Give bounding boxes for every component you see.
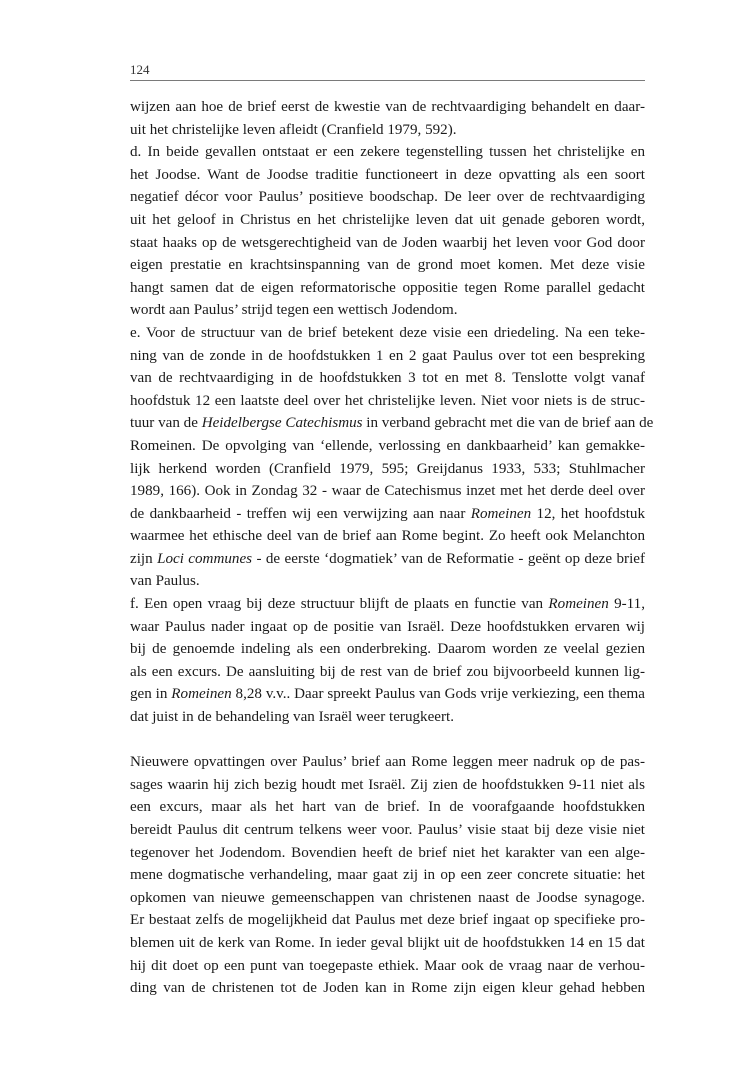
text-line — [130, 683, 645, 706]
text-line — [130, 842, 645, 865]
text-run: e. Voor de structuur van de brief betekent deze visie een driedeling. Na een teke- — [130, 324, 645, 341]
text-run: negatief décor voor Paulus’ positieve boodschap. De leer over de rechtvaardiging — [130, 189, 645, 206]
text-run: Romeinen. De opvolging van ‘ellende, verlossing en dankbaarheid’ kan gemakke- — [130, 437, 645, 454]
text-run: eigen prestatie en krachtsinspanning van de grond moet komen. Met deze visie — [130, 257, 645, 274]
text-line — [130, 774, 645, 797]
paragraph-p-new — [130, 751, 645, 1000]
text-line — [130, 367, 645, 390]
text-run: van Paulus. — [130, 573, 200, 590]
text-line — [130, 458, 645, 481]
text-line — [130, 254, 645, 277]
text-run: waar Paulus nader ingaat op de positie van Israël. Deze hoofdstukken ervaren wij — [130, 618, 645, 635]
text-run: de dankbaarheid - treffen wij een verwijzing aan naar — [130, 505, 471, 522]
text-run: een excurs, maar als het hart van de brief. In de voorafgaande hoofdstukken — [130, 799, 645, 816]
text-run: tuur van de — [130, 415, 202, 432]
text-run: 8,28 v.v.. Daar spreekt Paulus van Gods vrije verkiezing, een thema — [231, 686, 645, 703]
text-run: d. In beide gevallen ontstaat er een zekere tegenstelling tussen het christelijke en — [130, 144, 645, 161]
text-line — [130, 232, 645, 255]
text-run: 1989, 166). Ook in Zondag 32 - waar de Catechismus inzet met het derde deel over — [130, 483, 645, 500]
text-run: in verband gebracht met die van de brief aan de — [362, 415, 654, 432]
text-run: bereidt Paulus dit centrum telkens weer voor. Paulus’ visie staat bij deze visie niet — [130, 822, 645, 838]
paragraph-gap — [130, 729, 645, 752]
text-line — [130, 277, 645, 300]
text-run: hangt samen dat de eigen reformatorische oppositie tegen Rome parallel gedacht — [130, 279, 645, 296]
text-run: waarmee het ethische deel van de brief aan Rome begint. Zo heeft ook Melanchton — [130, 528, 645, 545]
text-line — [130, 164, 645, 187]
text-line — [130, 435, 645, 458]
text-run: tegenover het Jodendom. Bovendien heeft de brief niet het karakter van een alge- — [130, 844, 645, 861]
text-run: 9-11, — [608, 596, 645, 613]
text-run: - de eerste ‘dogmatiek’ van de Reformatie - geënt op deze brief — [252, 550, 645, 567]
text-line — [130, 616, 645, 639]
header-rule — [130, 80, 645, 81]
text-line — [130, 96, 645, 119]
text-line — [130, 751, 645, 774]
text-run: wijzen aan hoe de brief eerst de kwestie van de rechtvaardiging behandelt en daar- — [130, 99, 645, 115]
page-number: 124 — [130, 62, 150, 77]
text-line — [130, 593, 645, 616]
body-text — [130, 96, 654, 1000]
text-run: ning van de zonde in de hoofdstukken 1 en 2 gaat Paulus over tot een bespreking — [130, 347, 645, 364]
text-line — [130, 299, 645, 322]
text-run: 12, het hoofdstuk — [531, 505, 645, 522]
text-line — [130, 909, 645, 932]
text-line — [130, 638, 645, 661]
text-line — [130, 209, 645, 232]
text-line — [130, 548, 645, 571]
paragraph-p-e — [130, 322, 654, 593]
text-line — [130, 864, 645, 887]
text-line — [130, 412, 654, 435]
text-line — [130, 661, 645, 684]
text-run: gen in — [130, 686, 172, 703]
text-run: hij dit doet op een punt van toegepaste ethiek. Maar ook de vraag naar de verhou- — [130, 957, 645, 974]
text-line — [130, 955, 645, 978]
text-run: het Joodse. Want de Joodse traditie functioneert in deze opvatting als een soort — [130, 166, 645, 183]
text-run: lijk herkend worden (Cranfield 1979, 595; Greijdanus 1933, 533; Stuhlmacher — [130, 460, 645, 477]
text-line — [130, 322, 645, 345]
text-run: f. Een open vraag bij deze structuur blijft de plaats en functie van — [130, 596, 549, 613]
text-line — [130, 977, 645, 1000]
text-line — [130, 503, 645, 526]
text-run: staat haaks op de wetsgerechtigheid van de Joden waarbij het leven voor God door — [130, 234, 645, 251]
text-line — [130, 186, 645, 209]
paragraph-p-d — [130, 141, 645, 322]
text-run: blemen uit de kerk van Rome. In ieder geval blijkt uit de hoofdstukken 14 en 15 dat — [130, 934, 645, 951]
text-line — [130, 480, 645, 503]
text-line — [130, 887, 645, 910]
text-line — [130, 119, 645, 142]
text-line — [130, 525, 645, 548]
text-line — [130, 141, 645, 164]
text-line — [130, 706, 645, 729]
text-run: opkomen van nieuwe gemeenschappen van christenen naast de Joodse synagoge. — [130, 889, 645, 906]
text-line — [130, 932, 645, 955]
italic-title: Romeinen — [548, 596, 609, 613]
text-run: bij de genoemde indeling als een onderbreking. Daarom worden ze veelal gezien — [130, 641, 645, 658]
text-line — [130, 819, 645, 842]
text-run: Er bestaat zelfs de mogelijkheid dat Paulus met deze brief ingaat op specifieke pro- — [130, 912, 645, 929]
text-run: dat juist in de behandeling van Israël weer terugkeert. — [130, 709, 454, 726]
text-run: ding van de christenen tot de Joden kan in Rome zijn eigen kleur gehad hebben — [130, 980, 645, 997]
text-line — [130, 390, 645, 413]
text-run: Nieuwere opvattingen over Paulus’ brief aan Rome leggen meer nadruk op de pas- — [130, 754, 645, 771]
text-run: uit het christelijke leven afleidt (Cranfield 1979, 592). — [130, 121, 457, 138]
paragraph-p-c-cont — [130, 96, 645, 141]
text-run: sages waarin hij zich bezig houdt met Israël. Zij zien de hoofdstukken 9-11 niet als — [130, 776, 645, 793]
italic-title: Romeinen — [470, 505, 532, 522]
text-run: van de rechtvaardiging in de hoofdstukken 3 tot en met 8. Tenslotte volgt vanaf — [130, 370, 645, 387]
italic-title: Loci communes — [157, 550, 253, 567]
text-line — [130, 345, 645, 368]
text-run: zijn — [130, 550, 158, 567]
italic-title: Romeinen — [171, 686, 232, 703]
text-run: uit het geloof in Christus en het christelijke leven dat uit genade geboren wordt, — [130, 211, 645, 228]
text-run: wordt aan Paulus’ strijd tegen een wettisch Jodendom. — [130, 302, 458, 319]
italic-title: Heidelbergse Catechismus — [201, 415, 363, 432]
paragraph-p-f — [130, 593, 645, 729]
text-line — [130, 796, 645, 819]
text-run: als een excurs. De aansluiting bij de rest van de brief zou bijvoorbeeld kunnen lig- — [130, 663, 645, 680]
text-run: hoofdstuk 12 een laatste deel over het christelijke leven. Niet voor niets is de struc- — [130, 392, 645, 409]
text-line — [130, 570, 645, 593]
text-run: mene dogmatische verhandeling, maar gaat zij in op een zeer concrete situatie: het — [130, 867, 645, 884]
